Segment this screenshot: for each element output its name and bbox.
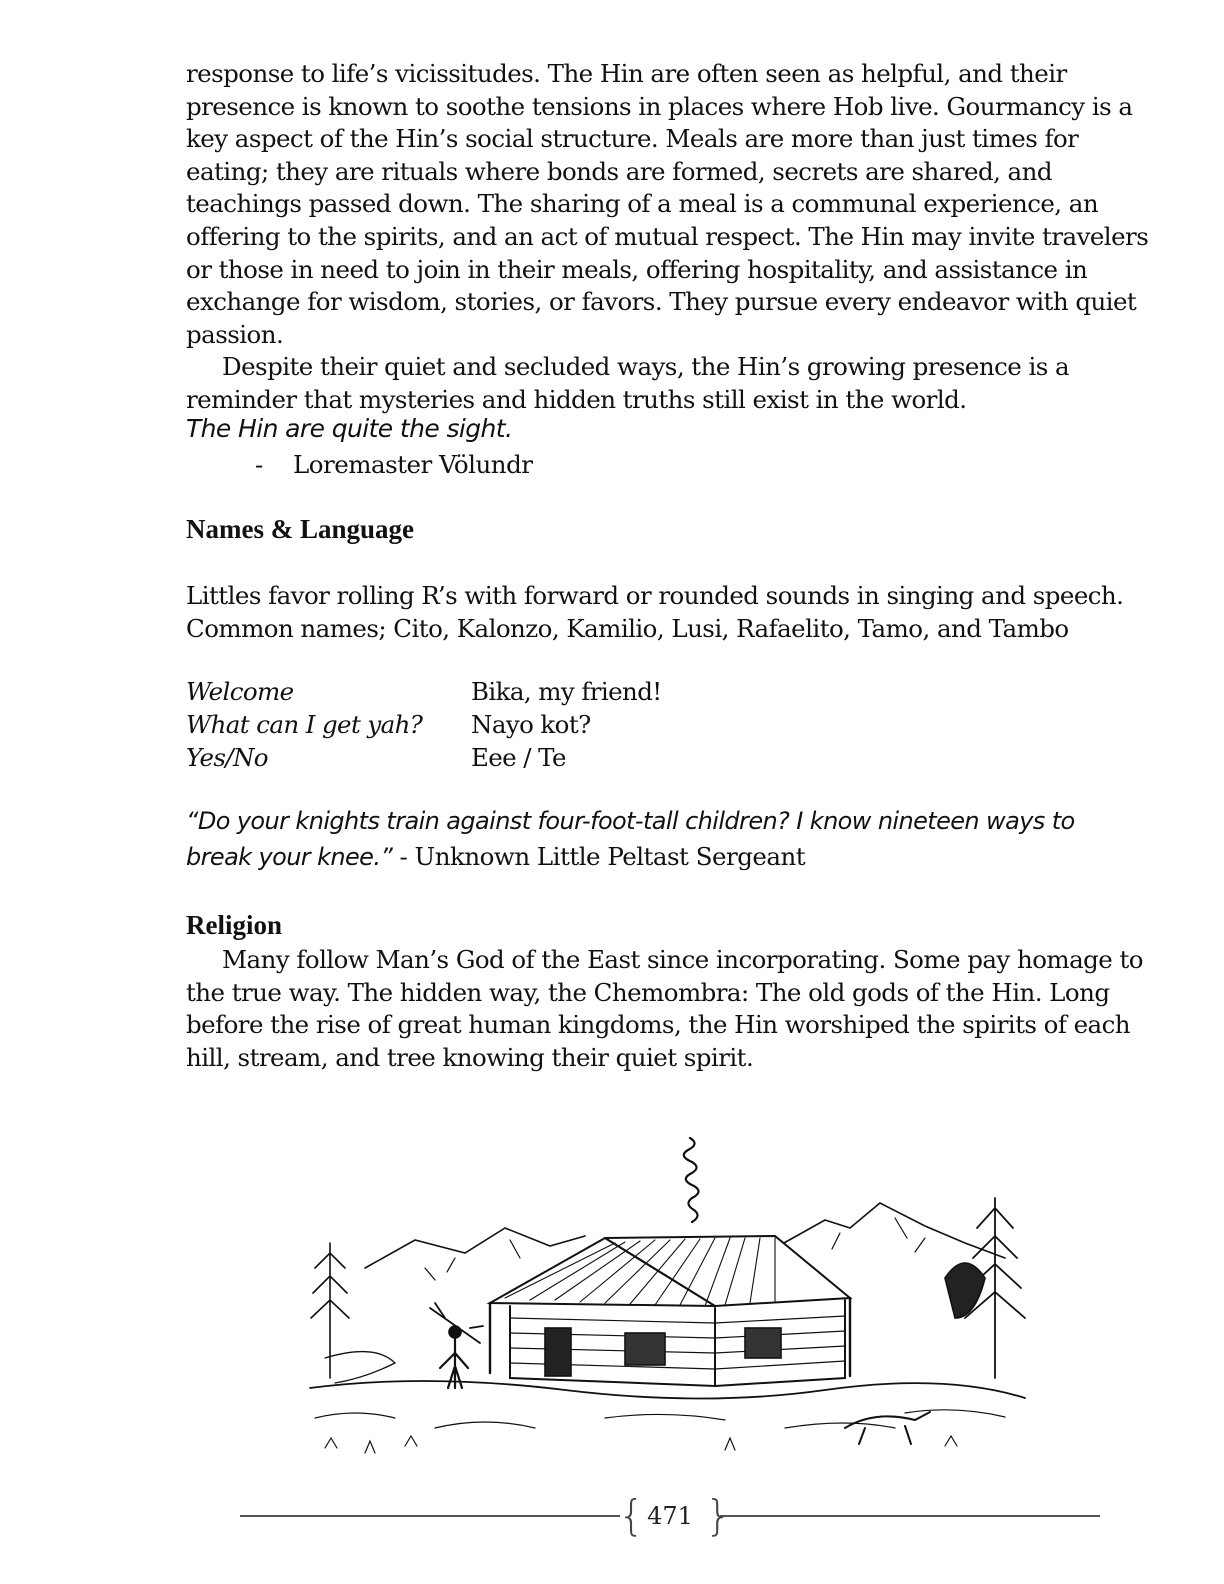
- cabin-window: [625, 1333, 665, 1365]
- body-text: [186, 58, 1158, 417]
- mountain-left: [365, 1228, 585, 1268]
- quote-attribution: Loremaster Völundr: [293, 450, 533, 479]
- footer-brace-left: {: [618, 1491, 645, 1540]
- footer-rule-right: [720, 1515, 1100, 1517]
- quote-sergeant-line-2: [186, 842, 805, 871]
- footer-rule-left: [240, 1515, 620, 1517]
- names-line-2: Common names; Cito, Kalonzo, Kamilio, Lusi, Rafaelito, Tamo, and Tambo: [186, 613, 1069, 643]
- cabin-window-2: [745, 1328, 781, 1358]
- phrase-row: [186, 677, 294, 706]
- animal: [845, 1412, 930, 1444]
- body-paragraph-1: response to life’s vicissitudes. The Hin are often seen as helpful, and their presence is known to soothe tensions in places where Hob live. Gourmancy is a key aspect of the Hin’s social structure. Meals are more than just times for eating; they are rituals where bonds are formed, secrets are shared, and teachings passed down. The sharing of a meal is a communal experience, an offering to the spirits, and an act of mutual respect. The Hin may invite travelers or those in need to join in their meals, offering hospitality, and assistance in exchange for wisdom, stories, or favors. They pursue every endeavor with quiet passion.: [186, 59, 1149, 349]
- heading-religion: Religion: [186, 910, 283, 940]
- phrase-hin: Nayo kot?: [471, 710, 591, 739]
- names-line-1: Littles favor rolling R’s with forward or rounded sounds in singing and speech.: [186, 581, 1124, 610]
- phrase-hin: Eee / Te: [471, 743, 566, 772]
- names-text: [186, 580, 1158, 645]
- cabin-door: [545, 1328, 571, 1376]
- footer-brace-right: }: [705, 1491, 732, 1540]
- religion-paragraph: Many follow Man’s God of the East since incorporating. Some pay homage to the true way. The hidden way, the Chemombra: The old gods of the Hin. Long before the rise of great human kingdoms, the Hin worshiped the spirits of each hill, stream, and tree knowing their quiet spirit.: [186, 945, 1143, 1072]
- phrase-english: Yes/No: [186, 743, 268, 772]
- quote-dash: -: [255, 450, 264, 479]
- tree-left: [311, 1243, 349, 1378]
- cabin-illustration: [305, 1128, 1031, 1463]
- quote-sergeant-line-1: “Do your knights train against four-foot-tall children? I know nineteen ways to: [186, 807, 1075, 835]
- mountain-right: [775, 1203, 1005, 1258]
- phrase-row: [186, 710, 422, 739]
- heading-names-language: Names & Language: [186, 514, 414, 544]
- smoke: [684, 1138, 699, 1222]
- body-paragraph-2: Despite their quiet and secluded ways, the Hin’s growing presence is a reminder that mysteries and hidden truths still exist in the world.: [186, 352, 1070, 414]
- quote-sergeant-hand: break your knee.”: [186, 843, 393, 871]
- quote-loremaster: The Hin are quite the sight.: [186, 414, 513, 443]
- cabin-roof: [490, 1236, 850, 1306]
- phrase-english: What can I get yah?: [186, 710, 423, 739]
- phrase-hin: Bika, my friend!: [471, 677, 662, 706]
- quote-sergeant-attribution: - Unknown Little Peltast Sergeant: [392, 842, 806, 871]
- page-number: 471: [647, 1502, 693, 1530]
- religion-text: [186, 944, 1158, 1074]
- phrase-row: [186, 743, 268, 772]
- phrase-english: Welcome: [186, 677, 294, 706]
